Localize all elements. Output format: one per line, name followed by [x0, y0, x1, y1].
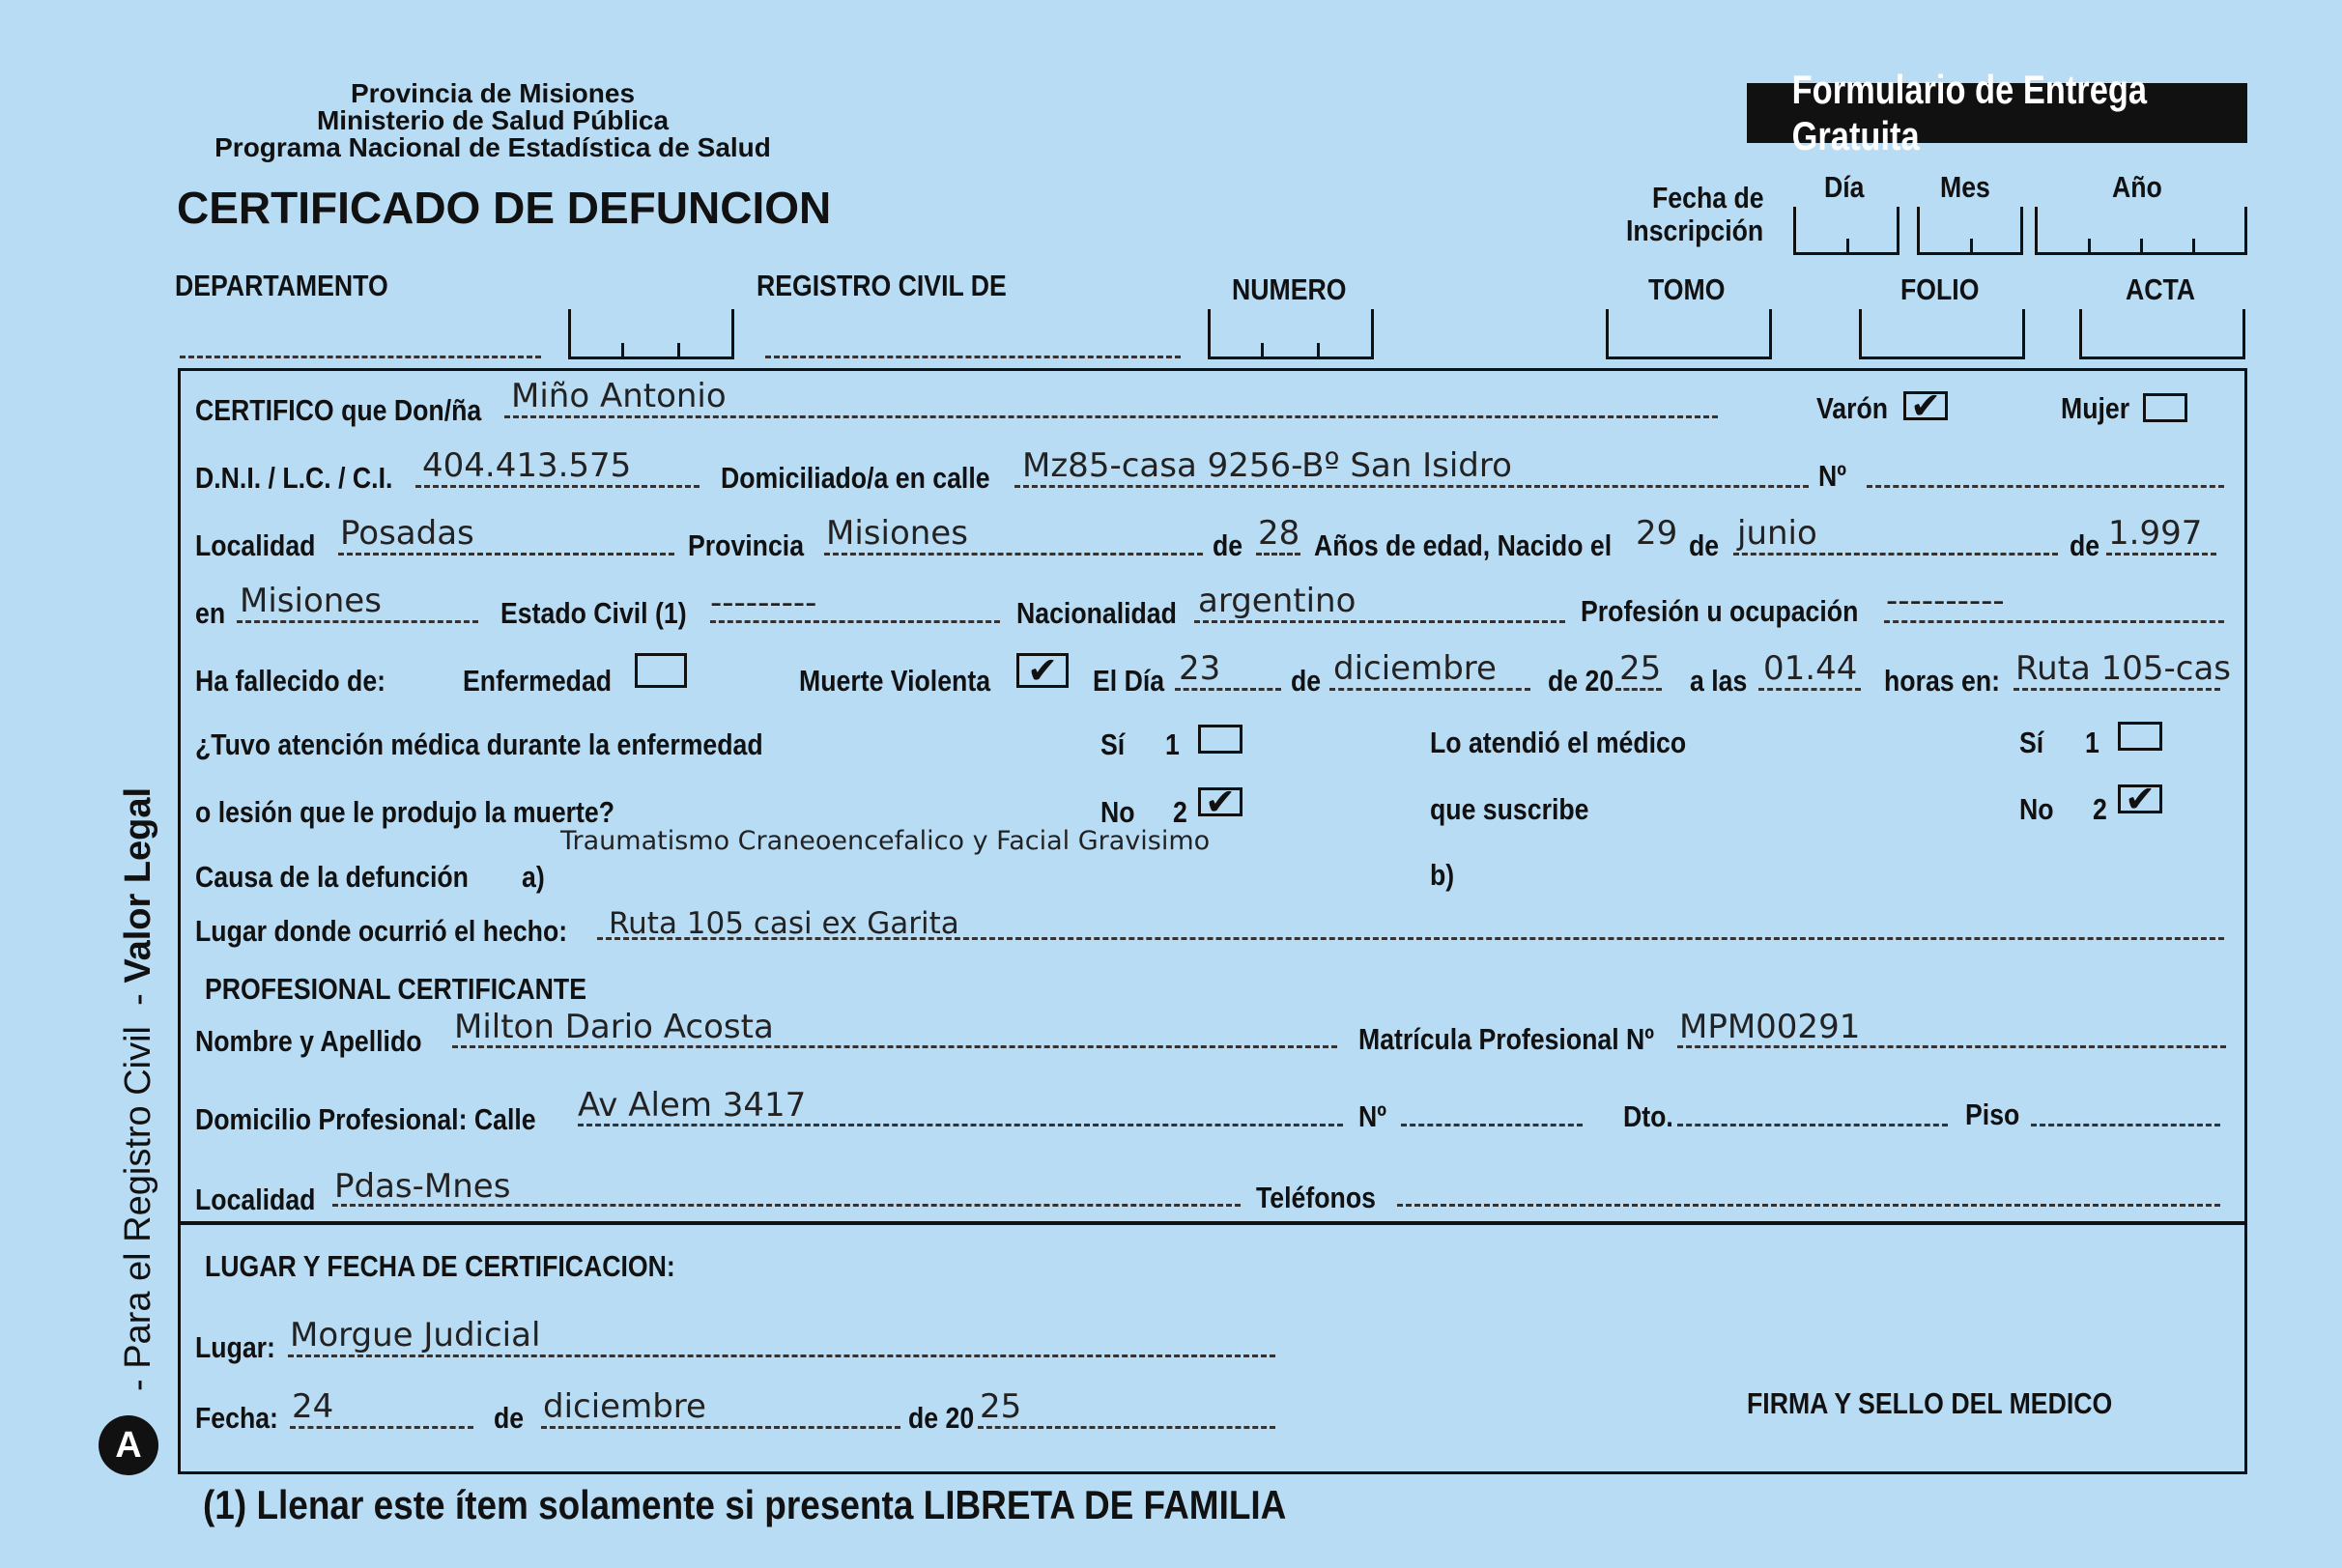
- cert-lugar-value: Morgue Judicial: [290, 1316, 541, 1354]
- causa-a-value: Traumatismo Craneoencefalico y Facial Gravisimo: [560, 826, 1211, 856]
- medico-nro-field[interactable]: [1401, 1124, 1583, 1126]
- profesion-value: ----------: [1886, 582, 2005, 620]
- piso-field[interactable]: [2031, 1124, 2220, 1126]
- dni-label: D.N.I. / L.C. / C.I.: [195, 461, 393, 495]
- medico-nro-label: Nº: [1358, 1099, 1386, 1133]
- free-form-badge-text: Formulario de Entrega Gratuita: [1791, 67, 2148, 158]
- en-label: en: [195, 596, 226, 630]
- medico-localidad-field[interactable]: [332, 1204, 1241, 1207]
- localidad-field[interactable]: [338, 553, 674, 556]
- acta-label: ACTA: [2126, 272, 2196, 306]
- anio-input[interactable]: [2035, 207, 2247, 255]
- fallecimiento-lugar-value: Ruta 105-cas: [2015, 649, 2232, 688]
- domicilio-value: Mz85-casa 9256-Bº San Isidro: [1022, 446, 1512, 485]
- domicilio-profesional-label: Domicilio Profesional: Calle: [195, 1102, 536, 1136]
- free-form-badge: [1747, 67, 2247, 158]
- nacimiento-de-label: de: [1689, 528, 1720, 562]
- dni-field[interactable]: [415, 485, 700, 488]
- cert-dia-field[interactable]: [290, 1426, 473, 1429]
- nacido-en-field[interactable]: [237, 620, 478, 623]
- cert-lugar-field[interactable]: [288, 1354, 1275, 1357]
- atencion-no-number: 2: [1173, 795, 1187, 829]
- profesional-section-title: PROFESIONAL CERTIFICANTE: [205, 972, 586, 1006]
- dia-input[interactable]: [1793, 207, 1899, 255]
- nacimiento-anio-value: 1.997: [2108, 514, 2203, 553]
- medico-nombre-value: Milton Dario Acosta: [454, 1008, 774, 1046]
- matricula-value: MPM00291: [1679, 1008, 1861, 1046]
- mujer-checkbox[interactable]: [2143, 393, 2187, 422]
- atendio-no-checkbox[interactable]: ✔: [2118, 784, 2162, 813]
- horas-en-label: horas en:: [1884, 664, 2000, 698]
- enfermedad-checkbox[interactable]: [635, 653, 687, 688]
- estado-civil-field[interactable]: [710, 620, 1000, 623]
- medico-calle-value: Av Alem 3417: [578, 1086, 807, 1125]
- atencion-question-line2: o lesión que le produjo la muerte?: [195, 795, 615, 829]
- provincia-label: Provincia: [688, 528, 805, 562]
- a-las-label: a las: [1690, 664, 1748, 698]
- fallecimiento-dia-field[interactable]: [1175, 688, 1281, 691]
- estado-civil-label: Estado Civil (1): [500, 596, 687, 630]
- lugar-hecho-label: Lugar donde ocurrió el hecho:: [195, 914, 568, 948]
- telefonos-field[interactable]: [1397, 1204, 2220, 1207]
- registro-civil-field[interactable]: [765, 356, 1181, 358]
- atencion-no-label: No: [1100, 795, 1135, 829]
- copy-a-badge: [99, 1415, 158, 1475]
- dto-label: Dto.: [1623, 1099, 1673, 1133]
- nacimiento-mes-field[interactable]: [1733, 553, 2058, 556]
- folio-label: FOLIO: [1900, 272, 1980, 306]
- nacionalidad-label: Nacionalidad: [1016, 596, 1177, 630]
- atendio-medico-line1: Lo atendió el médico: [1430, 726, 1687, 759]
- dto-field[interactable]: [1677, 1124, 1948, 1126]
- certifico-label: CERTIFICO que Don/ña: [195, 393, 482, 427]
- nacimiento-mes-value: junio: [1737, 514, 1817, 553]
- fallecimiento-mes-value: diciembre: [1333, 649, 1497, 688]
- enfermedad-label: Enfermedad: [463, 664, 613, 698]
- atencion-si-label: Sí: [1100, 727, 1126, 761]
- certificacion-section-title: LUGAR Y FECHA DE CERTIFICACION:: [205, 1249, 675, 1283]
- atendio-si-label: Sí: [2019, 726, 2044, 759]
- matricula-label: Matrícula Profesional Nº: [1358, 1022, 1655, 1056]
- mujer-label: Mujer: [2061, 391, 2130, 425]
- edad-value: 28: [1258, 514, 1300, 553]
- mes-input[interactable]: [1917, 207, 2023, 255]
- nacionalidad-value: argentino: [1198, 582, 1357, 620]
- muerte-violenta-checkbox[interactable]: ✔: [1016, 653, 1069, 688]
- atencion-no-checkbox[interactable]: ✔: [1198, 787, 1242, 816]
- localidad-label: Localidad: [195, 528, 316, 562]
- causa-b-label: b): [1430, 858, 1455, 892]
- atencion-si-number: 1: [1165, 727, 1180, 761]
- atendio-no-number: 2: [2093, 792, 2107, 826]
- nacionalidad-field[interactable]: [1194, 620, 1565, 623]
- tomo-label: TOMO: [1648, 272, 1726, 306]
- edad-de-label: de: [1213, 528, 1243, 562]
- header-ministry: Ministerio de Salud Pública: [316, 105, 670, 135]
- numero-input[interactable]: [1208, 309, 1374, 359]
- medico-nombre-field[interactable]: [452, 1045, 1337, 1048]
- lugar-hecho-field[interactable]: [597, 937, 2224, 940]
- domicilio-label: Domiciliado/a en calle: [721, 461, 990, 495]
- fallecimiento-hora-value: 01.44: [1763, 649, 1858, 688]
- cert-mes-field[interactable]: [541, 1426, 900, 1429]
- cert-fecha-label: Fecha:: [195, 1401, 278, 1435]
- provincia-value: Misiones: [826, 514, 968, 553]
- causa-label: Causa de la defunción: [195, 860, 469, 894]
- causa-a-label: a): [522, 860, 545, 894]
- nacido-en-value: Misiones: [240, 582, 382, 620]
- profesion-label: Profesión u ocupación: [1581, 594, 1859, 628]
- atencion-question-line1: ¿Tuvo atención médica durante la enfermedad: [195, 727, 763, 761]
- cert-lugar-label: Lugar:: [195, 1330, 275, 1364]
- numero-label: NUMERO: [1232, 272, 1347, 306]
- domicilio-nro-field[interactable]: [1867, 485, 2224, 488]
- medico-localidad-value: Pdas-Mnes: [334, 1167, 511, 1206]
- telefonos-label: Teléfonos: [1256, 1181, 1376, 1214]
- fallecimiento-mes-field[interactable]: [1329, 688, 1530, 691]
- cert-mes-value: diciembre: [543, 1387, 706, 1426]
- muerte-violenta-label: Muerte Violenta: [799, 664, 991, 698]
- medico-localidad-label: Localidad: [195, 1183, 316, 1216]
- acta-input[interactable]: [2079, 309, 2245, 359]
- folio-input[interactable]: [1859, 309, 2025, 359]
- atendio-medico-line2: que suscribe: [1430, 792, 1589, 826]
- side-label: [118, 787, 159, 1391]
- side-label-valor-legal: Valor Legal: [118, 786, 158, 984]
- nombre-apellido-label: Nombre y Apellido: [195, 1024, 422, 1058]
- departamento-code[interactable]: [568, 309, 734, 359]
- fallecido-label: Ha fallecido de:: [195, 664, 386, 698]
- tomo-input[interactable]: [1606, 309, 1772, 359]
- domicilio-nro-label: Nº: [1818, 459, 1846, 493]
- page-title: CERTIFICADO DE DEFUNCION: [177, 183, 832, 233]
- nacimiento-anio-field[interactable]: [2106, 553, 2216, 556]
- cert-anio-field[interactable]: [978, 1426, 1275, 1429]
- cert-anio-value: 25: [980, 1387, 1022, 1426]
- edad-field[interactable]: [1256, 553, 1300, 556]
- matricula-field[interactable]: [1677, 1045, 2226, 1048]
- atendio-si-checkbox[interactable]: [2118, 722, 2162, 751]
- header-province: Provincia de Misiones: [350, 78, 636, 108]
- departamento-label: DEPARTAMENTO: [175, 269, 388, 302]
- side-label-registro: - Para el Registro Civil -: [118, 983, 158, 1391]
- anio-label: Año: [2112, 170, 2162, 204]
- nacimiento-anio-de-label: de: [2070, 528, 2100, 562]
- deceased-name-field[interactable]: [504, 415, 1718, 418]
- cert-anio-label: de 20: [908, 1401, 975, 1435]
- deceased-name-value: Miño Antonio: [511, 377, 727, 415]
- dia-label: Día: [1824, 170, 1865, 204]
- estado-civil-value: ---------: [710, 584, 817, 622]
- dni-value: 404.413.575: [422, 446, 632, 485]
- provincia-field[interactable]: [824, 553, 1203, 556]
- lugar-hecho-value: Ruta 105 casi ex Garita: [609, 906, 959, 941]
- profesion-field[interactable]: [1884, 620, 2224, 623]
- fallecimiento-anio-field[interactable]: [1615, 688, 1662, 691]
- atencion-si-checkbox[interactable]: [1198, 725, 1242, 754]
- cert-mes-de-label: de: [494, 1401, 525, 1435]
- footer-note: (1) Llenar este ítem solamente si presenta LIBRETA DE FAMILIA: [203, 1482, 1287, 1527]
- fallecimiento-anio-value: 25: [1619, 649, 1662, 688]
- mes-label: Mes: [1940, 170, 1990, 204]
- piso-label: Piso: [1965, 1098, 2020, 1131]
- fallecimiento-dia-label: El Día: [1093, 664, 1165, 698]
- anios-edad-label: Años de edad, Nacido el: [1314, 528, 1613, 562]
- departamento-field[interactable]: [180, 356, 541, 358]
- fallecimiento-lugar-field[interactable]: [2014, 688, 2220, 691]
- fecha-inscripcion-label-1: Fecha de: [1652, 181, 1764, 214]
- cert-dia-value: 24: [292, 1387, 334, 1426]
- localidad-value: Posadas: [340, 514, 474, 553]
- fallecimiento-hora-field[interactable]: [1758, 688, 1861, 691]
- domicilio-field[interactable]: [1014, 485, 1809, 488]
- fallecimiento-mes-de-label: de: [1291, 664, 1322, 698]
- fallecimiento-anio-label: de 20: [1548, 664, 1614, 698]
- medico-calle-field[interactable]: [578, 1124, 1343, 1126]
- nacimiento-dia-value: 29: [1636, 514, 1678, 553]
- atendio-si-number: 1: [2085, 726, 2099, 759]
- varon-label: Varón: [1816, 391, 1889, 425]
- fecha-inscripcion-label-2: Inscripción: [1626, 214, 1764, 247]
- copy-a-letter: A: [115, 1424, 142, 1466]
- registro-civil-label: REGISTRO CIVIL DE: [757, 269, 1007, 302]
- atendio-no-label: No: [2019, 792, 2054, 826]
- fallecimiento-dia-value: 23: [1179, 649, 1221, 688]
- firma-sello-label: FIRMA Y SELLO DEL MEDICO: [1747, 1386, 2113, 1420]
- varon-checkbox[interactable]: ✔: [1903, 391, 1948, 420]
- header-program: Programa Nacional de Estadística de Salud: [214, 132, 771, 162]
